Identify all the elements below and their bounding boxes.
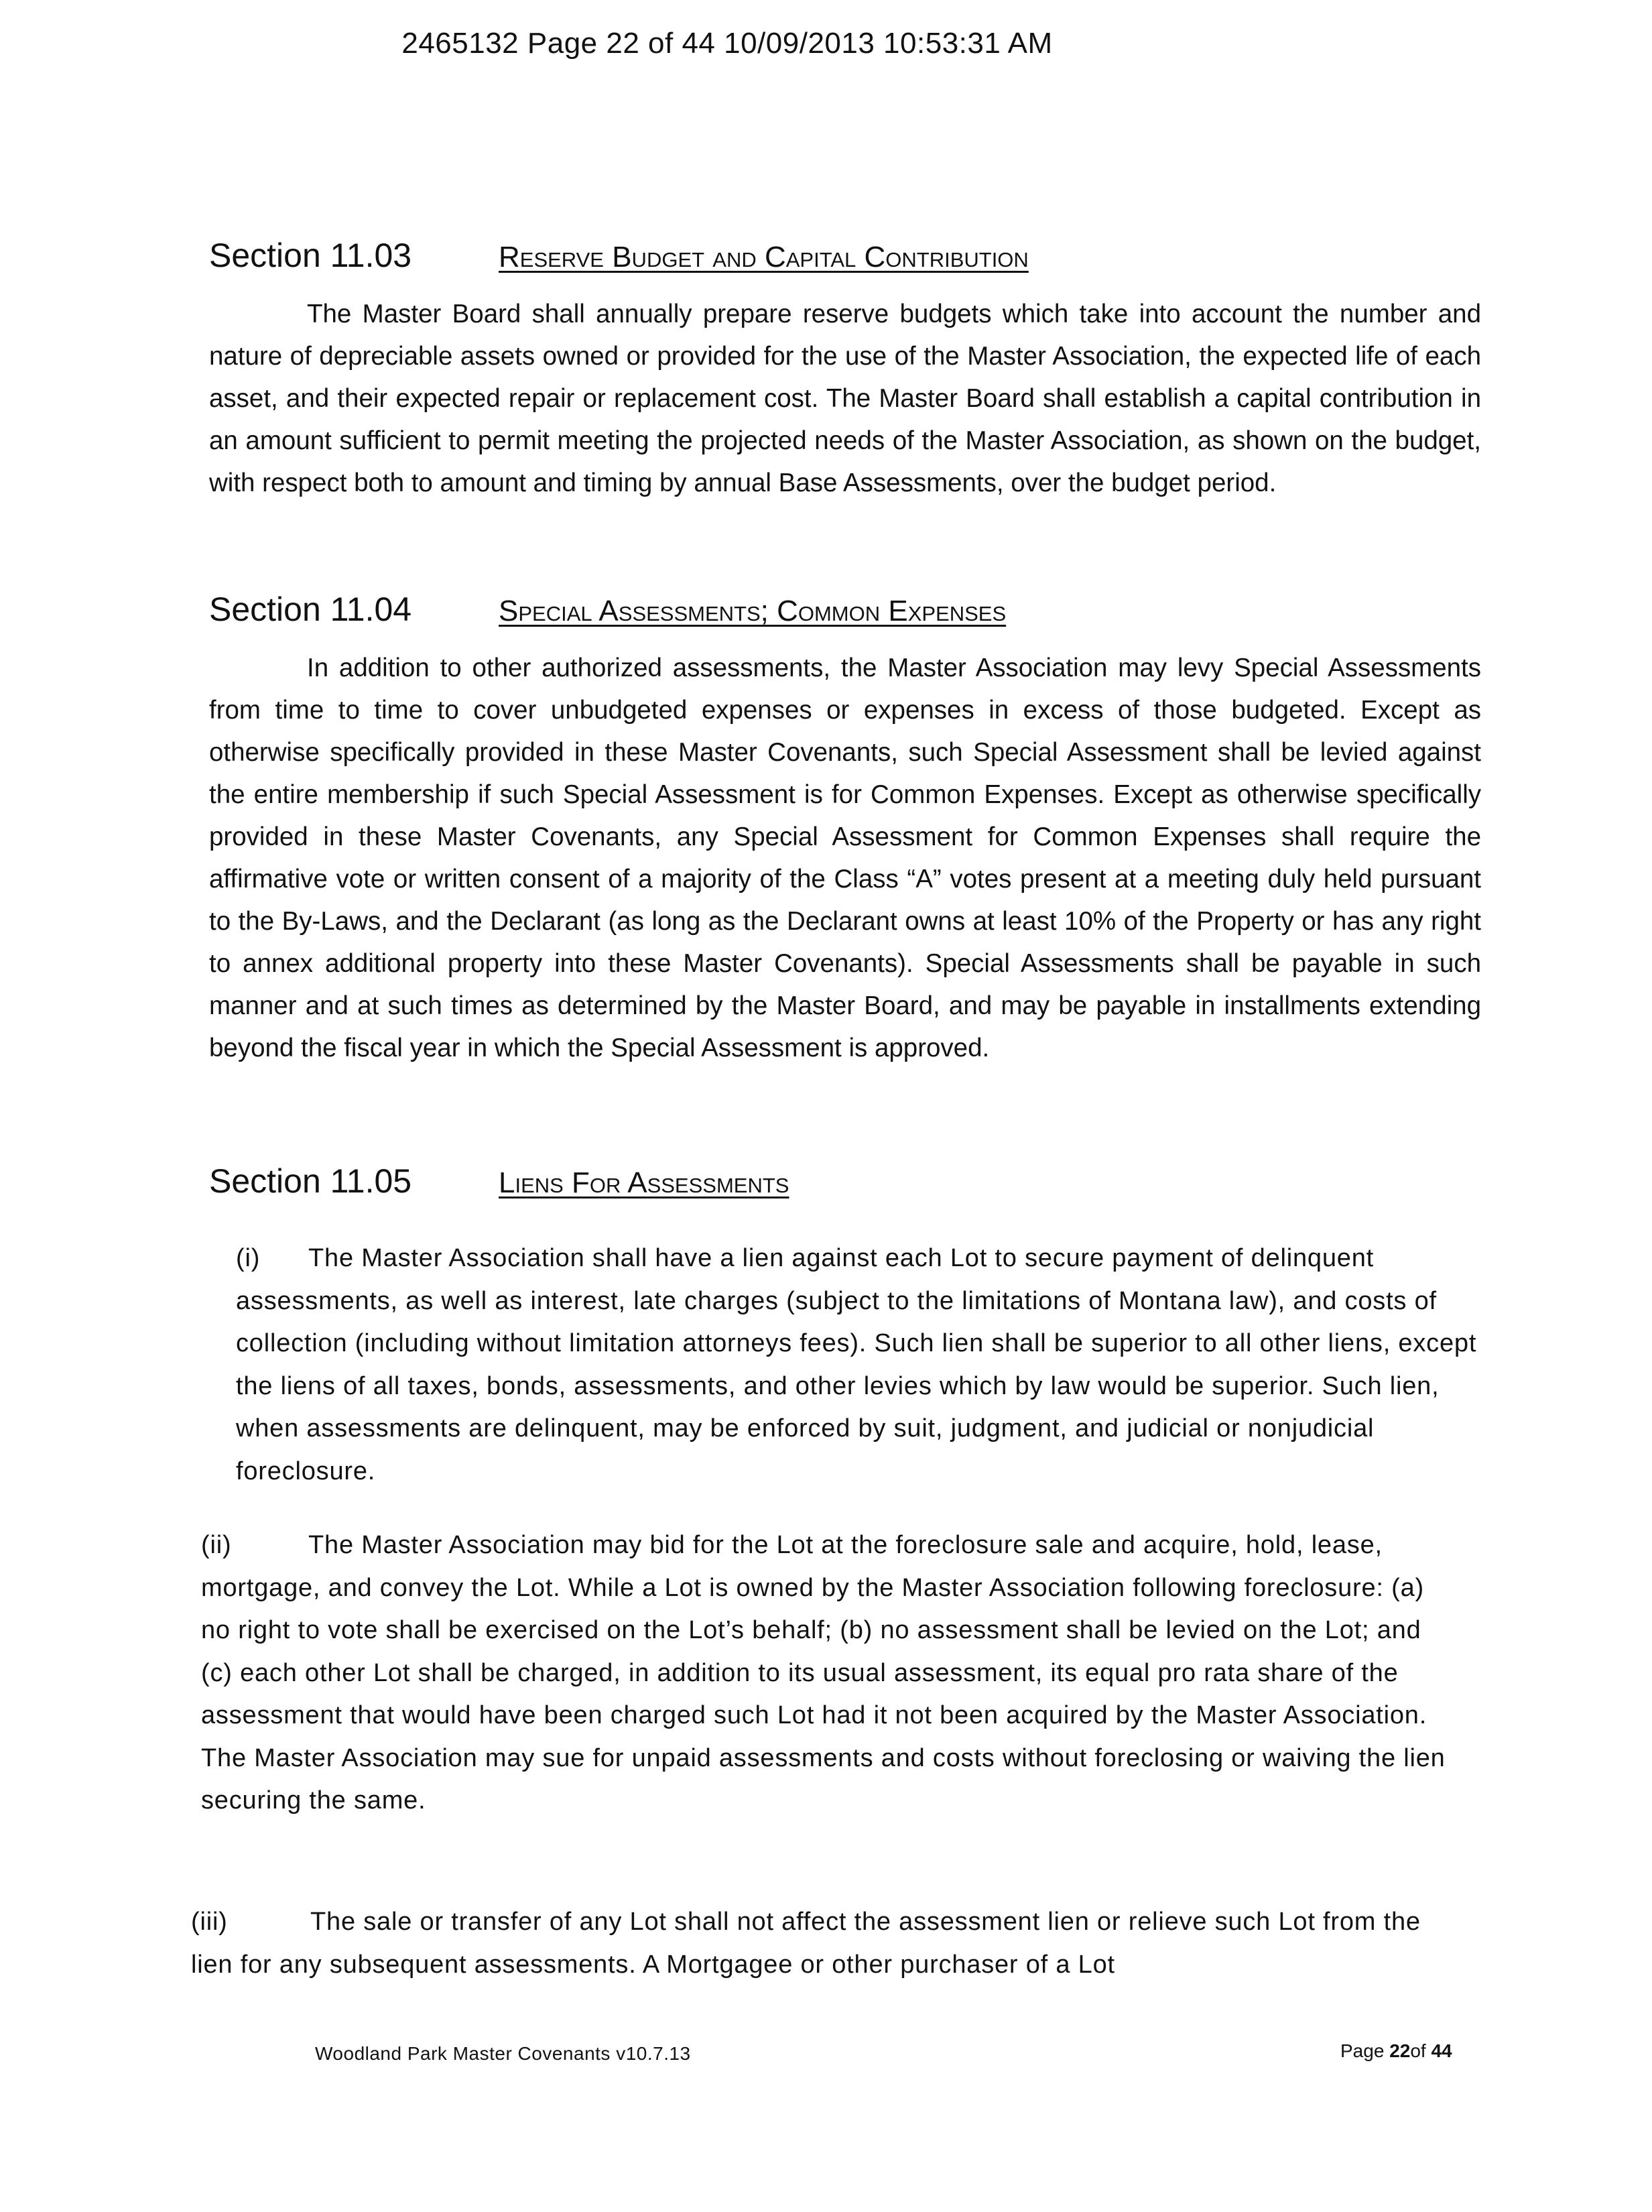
section-title: Special Assessments; Common Expenses (499, 595, 1007, 627)
page-prefix: Page (1340, 2040, 1385, 2061)
section-title: Liens For Assessments (499, 1166, 789, 1199)
section-title: Reserve Budget and Capital Contribution (499, 241, 1029, 273)
item-marker: (ii) (201, 1531, 232, 1559)
item-text: The sale or transfer of any Lot shall not affect the assessment lien or relieve such Lot from the lien for any subsequent assessments. A Mortgagee or other purchaser of a Lot (191, 1908, 1421, 1979)
footer-page-number (1340, 2040, 1452, 2062)
section-11-04-heading (209, 590, 1006, 629)
lien-item-i (236, 1237, 1482, 1493)
section-11-03-body: The Master Board shall annually prepare reserve budgets which take into account the number and nature of depreciable assets owned or provided for the use of the Master Association, the expected life of each asset, and their expected repair or replacement cost. The Master Board shall establish a capital contribution in an amount sufficient to permit meeting the projected needs of the Master Association, as shown on the budget, with respect both to amount and timing by annual Base Assessments, over the budget period. (209, 300, 1481, 497)
item-text: The Master Association shall have a lien against each Lot to secure payment of delinquent assessments, as well as interest, late charges (subject to the limitations of Montana law), and costs of collection (including without limitation attorneys fees). Such lien shall be superior to all other liens, except the liens of all taxes, bonds, assessments, and other levies which by law would be superior. Such lien, when assessments are delinquent, may be enforced by suit, judgment, and judicial or nonjudicial foreclosure. (236, 1244, 1477, 1485)
recording-stamp: 2465132 Page 22 of 44 10/09/2013 10:53:31 AM (401, 27, 1053, 60)
item-marker: (iii) (191, 1908, 228, 1936)
section-number: Section 11.03 (209, 237, 412, 274)
section-number: Section 11.04 (209, 591, 412, 628)
section-11-04-body: In addition to other authorized assessments, the Master Association may levy Special Assessments from time to time to cover unbudgeted expenses or expenses in excess of those budgeted. Except as otherwise specifically provided in these Master Covenants, such Special Assessment shall be levied against the entire membership if such Special Assessment is for Common Expenses. Except as otherwise specifically provided in these Master Covenants, any Special Assessment for Common Expenses shall require the affirmative vote or written consent of a majority of the Class “A” votes present at a meeting duly held pursuant to the By-Laws, and the Declarant (as long as the Declarant owns at least 10% of the Property or has any right to annex additional property into these Master Covenants). Special Assessments shall be payable in such manner and at such times as determined by the Master Board, and may be payable in installments extending beyond the fiscal year in which the Special Assessment is approved. (209, 654, 1481, 1062)
page-total: 44 (1431, 2040, 1452, 2061)
section-11-03-heading (209, 236, 1029, 275)
footer-document-name: Woodland Park Master Covenants v10.7.13 (315, 2043, 691, 2064)
section-number: Section 11.05 (209, 1162, 412, 1200)
item-text: The Master Association may bid for the Lot at the foreclosure sale and acquire, hold, lease, mortgage, and convey the Lot. While a Lot is owned by the Master Association following foreclosure: (a) no right to vote shall be exercised on the Lot’s behalf; (b) no assessment shall be levied on the Lot; and (c) each other Lot shall be charged, in addition to its usual assessment, its equal pro rata share of the assessment that would have been charged such Lot had it not been acquired by the Master Association. The Master Association may sue for unpaid assessments and costs without foreclosing or waiving the lien securing the same. (201, 1531, 1446, 1815)
lien-item-iii (191, 1901, 1438, 1986)
section-11-05-heading (209, 1162, 789, 1201)
lien-item-ii (201, 1524, 1448, 1823)
page-of: of (1410, 2040, 1426, 2061)
item-marker: (i) (236, 1244, 261, 1272)
page-current: 22 (1389, 2040, 1411, 2061)
